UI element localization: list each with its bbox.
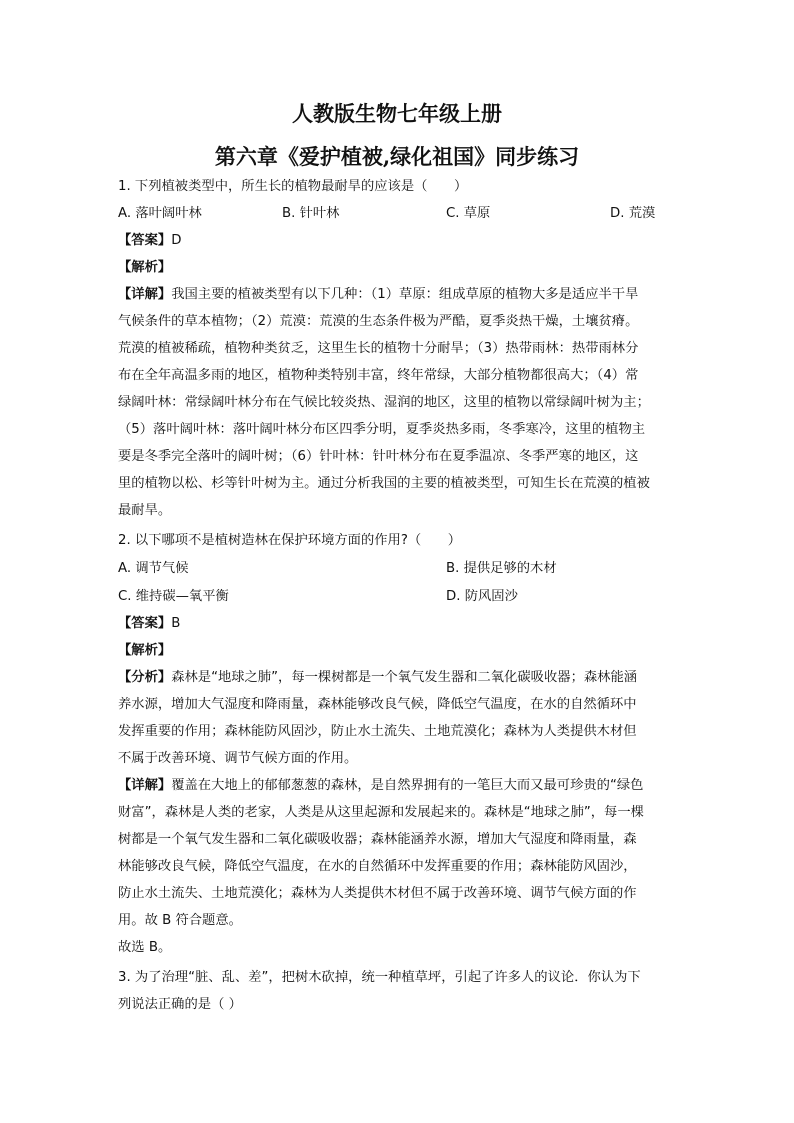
- q2-option-d: D. 防风固沙: [446, 589, 518, 604]
- q1-answer-tag: 【答案】: [118, 233, 172, 248]
- q2-option-a: A. 调节气候: [118, 561, 189, 576]
- q2-answer: [118, 615, 180, 633]
- q1-detail-line: 荒漠的植被稀疏，植物种类贫乏，这里生长的植物十分耐旱；（3）热带雨林：热带雨林分: [118, 341, 639, 356]
- q1-detail-line: （5）落叶阔叶林：落叶阔叶林分布区四季分明，夏季炎热多雨，冬季寒冷，这里的植物主: [118, 422, 646, 437]
- q1-answer: [118, 232, 181, 250]
- q1-detail-text: 我国主要的植被类型有以下几种：（1）草原：组成草原的植物大多是适应半干旱: [171, 287, 639, 302]
- q2-fenxi-text: 森林是“地球之肺”，每一棵树都是一个氧气发生器和二氧化碳吸收器；森林能涵: [171, 670, 638, 685]
- q2-option-c: C. 维持碳—氧平衡: [118, 589, 229, 604]
- q2-option-b: B. 提供足够的木材: [446, 561, 557, 576]
- q1-option-b: B. 针叶林: [282, 206, 340, 221]
- q2-detail-text: 覆盖在大地上的郁郁葱葱的森林，是自然界拥有的一笔巨大而又最可珍贵的“绿色: [171, 778, 644, 793]
- q1-option-c: C. 草原: [446, 206, 491, 221]
- q1-detail-line: 最耐旱。: [118, 503, 172, 518]
- q1-stem: 1. 下列植被类型中，所生长的植物最耐旱的应该是（ ）: [118, 179, 468, 194]
- q2-fenxi-line: [118, 669, 637, 687]
- q2-detail-tag: 【详解】: [118, 778, 172, 793]
- q2-stem: 2. 以下哪项不是植树造林在保护环境方面的作用?（ ）: [118, 533, 462, 548]
- q2-detail-line: 林能够改良气候，降低空气温度，在水的自然循环中发挥重要的作用；森林能防风固沙，: [118, 859, 637, 874]
- q2-fenxi-line: 发挥重要的作用；森林能防风固沙，防止水土流失、土地荒漠化；森林为人类提供木材但: [118, 724, 637, 739]
- q2-analysis-label: 【解析】: [118, 643, 172, 658]
- q1-answer-value: D: [171, 233, 182, 248]
- document-subtitle: 第六章《爱护植被,绿化祖国》同步练习: [214, 144, 580, 169]
- q2-fenxi-tag: 【分析】: [118, 670, 172, 685]
- q1-detail-line: 布在全年高温多雨的地区，植物种类特别丰富，终年常绿，大部分植物都很高大；（4）常: [118, 368, 639, 383]
- q2-detail-line: 防止水土流失、土地荒漠化；森林为人类提供木材但不属于改善环境、调节气候方面的作: [118, 886, 637, 901]
- q1-detail-line: 绿阔叶林：常绿阔叶林分布在气候比较炎热、湿润的地区，这里的植物以常绿阔叶树为主；: [118, 395, 650, 410]
- q1-detail-line: 气候条件的草本植物；（2）荒漠：荒漠的生态条件极为严酷，夏季炎热干燥，土壤贫瘠。: [118, 314, 639, 329]
- q1-detail-tag: 【详解】: [118, 287, 172, 302]
- q2-detail-line: 用。故 B 符合题意。: [118, 913, 242, 928]
- q2-answer-value: B: [171, 616, 181, 631]
- q2-detail-line: 财富”，森林是人类的老家，人类是从这里起源和发展起来的。森林是“地球之肺”，每一棵: [118, 805, 644, 820]
- q2-conclusion: 故选 B。: [118, 940, 172, 955]
- q1-detail-line: [118, 286, 638, 304]
- q2-detail-line: 树都是一个氧气发生器和二氧化碳吸收器；森林能涵养水源，增加大气湿度和降雨量，森: [118, 832, 637, 847]
- q2-detail-line: [118, 777, 643, 795]
- q1-detail-line: 要是冬季完全落叶的阔叶树；（6）针叶林：针叶林分布在夏季温凉、冬季严寒的地区，这: [118, 449, 639, 464]
- q1-analysis-label: 【解析】: [118, 260, 172, 275]
- q3-stem-line: 列说法正确的是（ ）: [118, 997, 242, 1012]
- q1-option-a: A. 落叶阔叶林: [118, 206, 202, 221]
- q2-fenxi-line: 养水源，增加大气湿度和降雨量，森林能够改良气候，降低空气温度，在水的自然循环中: [118, 697, 637, 712]
- q3-stem-line: 3. 为了治理“脏、乱、差”，把树木砍掉，统一种植草坪，引起了许多人的议论．你认为下: [118, 970, 641, 985]
- q2-fenxi-line: 不属于改善环境、调节气候方面的作用。: [118, 751, 358, 766]
- q1-option-d: D. 荒漠: [610, 206, 656, 221]
- document-title: 人教版生物七年级上册: [292, 101, 502, 126]
- q1-detail-line: 里的植物以松、杉等针叶树为主。通过分析我国的主要的植被类型，可知生长在荒漠的植被: [118, 476, 650, 491]
- q2-answer-tag: 【答案】: [118, 616, 172, 631]
